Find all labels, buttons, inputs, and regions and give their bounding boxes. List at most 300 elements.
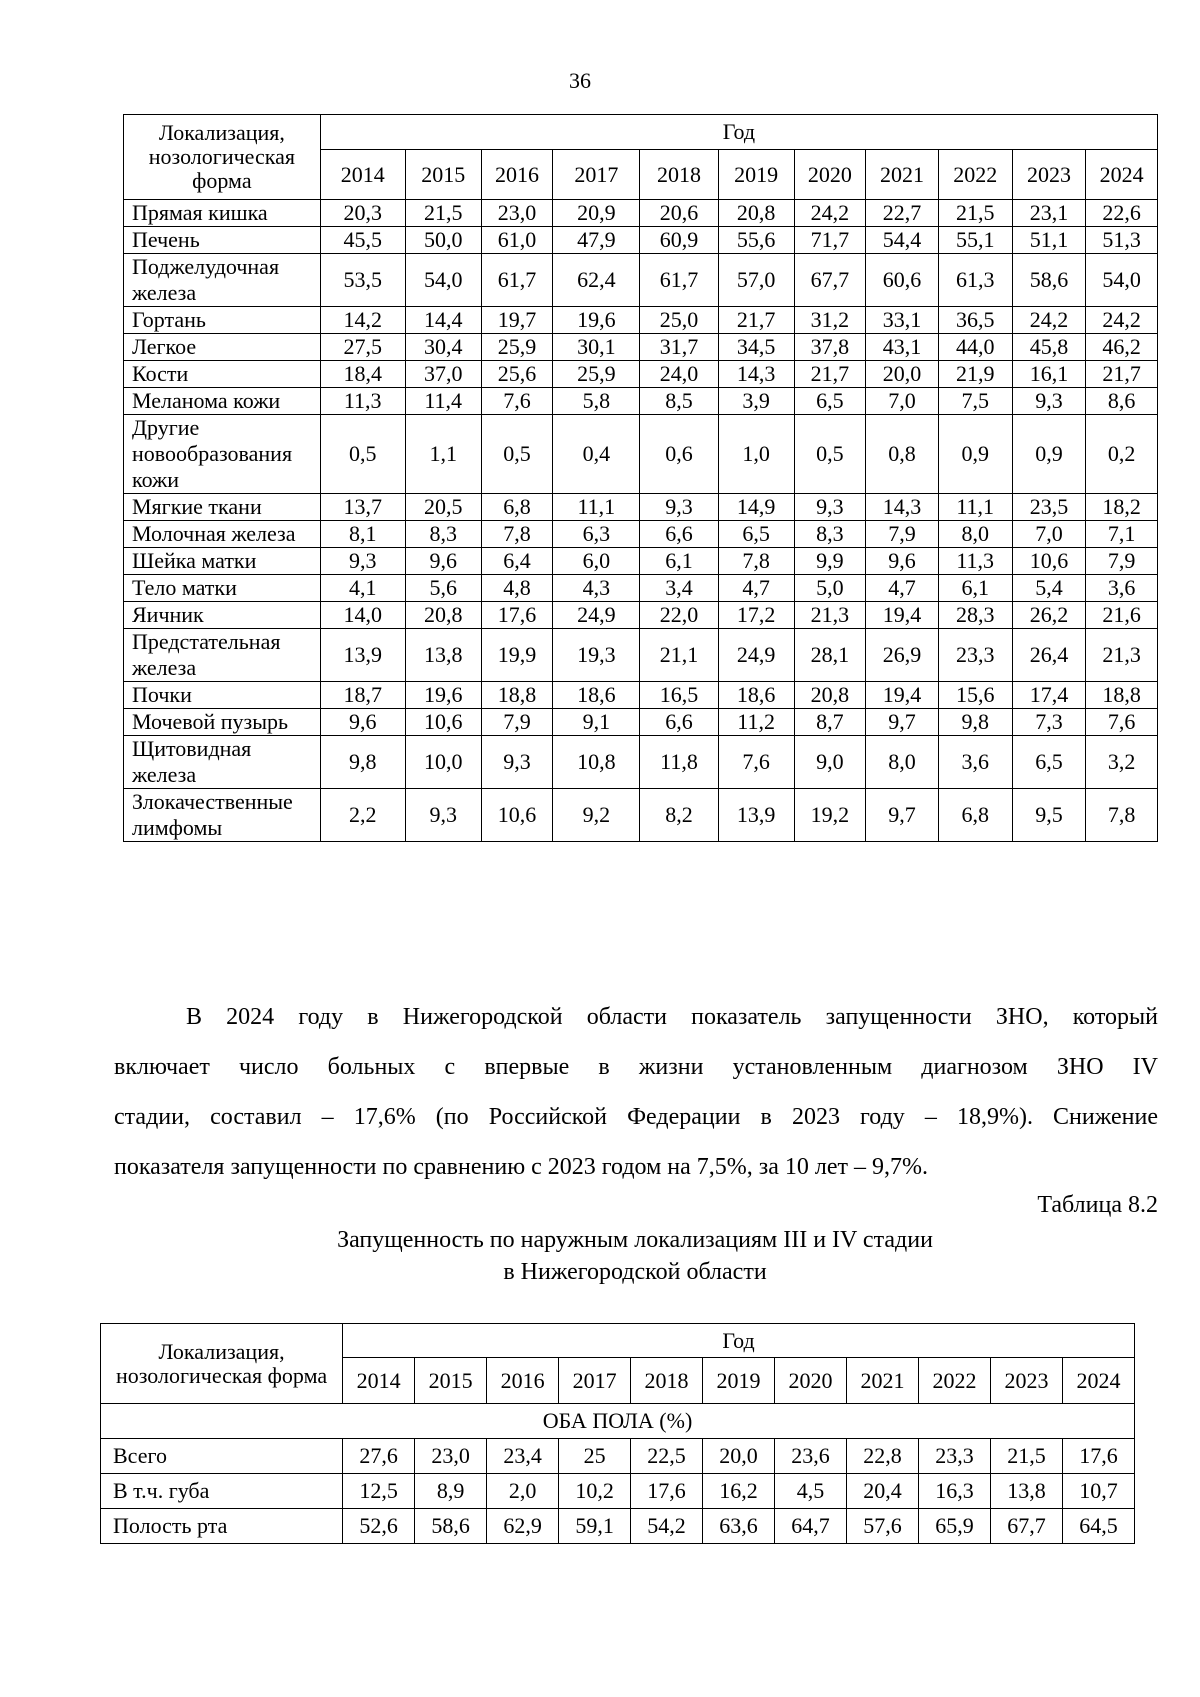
value-cell: 7,6	[481, 388, 553, 415]
row-label: Меланома кожи	[124, 388, 321, 415]
paragraph-line: стадии, составил – 17,6% (по Российской Федерации в 2023 году – 18,9%). Снижение	[114, 1104, 1158, 1130]
table-row	[124, 361, 1158, 388]
value-cell: 0,2	[1086, 415, 1158, 494]
table-title-line: в Нижегородской области	[503, 1259, 767, 1285]
value-cell: 18,2	[1086, 494, 1158, 521]
value-cell: 64,7	[775, 1509, 847, 1544]
table-title	[0, 1224, 1200, 1288]
value-cell: 6,8	[938, 789, 1012, 842]
value-cell: 23,5	[1012, 494, 1086, 521]
value-cell: 14,0	[320, 602, 405, 629]
value-cell: 55,6	[718, 227, 794, 254]
value-cell: 45,8	[1012, 334, 1086, 361]
value-cell: 28,3	[938, 602, 1012, 629]
value-cell: 8,9	[415, 1474, 487, 1509]
value-cell: 3,4	[640, 575, 718, 602]
year-header: 2014	[320, 150, 405, 200]
value-cell: 19,9	[481, 629, 553, 682]
header-localization: Локализация, нозологическая форма	[101, 1324, 343, 1404]
value-cell: 23,6	[775, 1439, 847, 1474]
value-cell: 7,8	[481, 521, 553, 548]
value-cell: 7,6	[1086, 709, 1158, 736]
page-number: 36	[569, 68, 591, 93]
value-cell: 9,6	[320, 709, 405, 736]
value-cell: 10,6	[405, 709, 481, 736]
value-cell: 9,8	[320, 736, 405, 789]
year-header: 2020	[775, 1358, 847, 1404]
value-cell: 7,6	[718, 736, 794, 789]
value-cell: 6,6	[640, 521, 718, 548]
value-cell: 61,7	[481, 254, 553, 307]
value-cell: 17,4	[1012, 682, 1086, 709]
value-cell: 2,0	[487, 1474, 559, 1509]
value-cell: 8,5	[640, 388, 718, 415]
paragraph-line: включает число больных с впервые в жизни установленным диагнозом ЗНО IV	[114, 1054, 1158, 1080]
row-label: В т.ч. губа	[101, 1474, 343, 1509]
value-cell: 22,5	[631, 1439, 703, 1474]
value-cell: 6,5	[1012, 736, 1086, 789]
value-cell: 4,8	[481, 575, 553, 602]
value-cell: 0,8	[866, 415, 939, 494]
table-row	[124, 789, 1158, 842]
value-cell: 23,1	[1012, 200, 1086, 227]
table-row	[124, 602, 1158, 629]
value-cell: 0,6	[640, 415, 718, 494]
value-cell: 5,6	[405, 575, 481, 602]
value-cell: 62,9	[487, 1509, 559, 1544]
value-cell: 62,4	[553, 254, 640, 307]
value-cell: 6,4	[481, 548, 553, 575]
value-cell: 16,2	[703, 1474, 775, 1509]
value-cell: 7,9	[481, 709, 553, 736]
value-cell: 4,5	[775, 1474, 847, 1509]
value-cell: 11,1	[553, 494, 640, 521]
value-cell: 11,3	[320, 388, 405, 415]
row-label: Злокачественные лимфомы	[124, 789, 321, 842]
value-cell: 25	[559, 1439, 631, 1474]
value-cell: 8,0	[866, 736, 939, 789]
value-cell: 7,3	[1012, 709, 1086, 736]
value-cell: 51,1	[1012, 227, 1086, 254]
table-row	[124, 388, 1158, 415]
year-header: 2015	[415, 1358, 487, 1404]
value-cell: 25,9	[481, 334, 553, 361]
body-paragraph	[114, 992, 1158, 1192]
value-cell: 11,8	[640, 736, 718, 789]
value-cell: 14,3	[866, 494, 939, 521]
value-cell: 7,5	[938, 388, 1012, 415]
value-cell: 6,3	[553, 521, 640, 548]
value-cell: 24,9	[718, 629, 794, 682]
year-header: 2017	[559, 1358, 631, 1404]
value-cell: 19,4	[866, 602, 939, 629]
value-cell: 24,0	[640, 361, 718, 388]
year-header: 2022	[938, 150, 1012, 200]
value-cell: 23,3	[938, 629, 1012, 682]
table-row	[124, 629, 1158, 682]
value-cell: 10,6	[1012, 548, 1086, 575]
row-label: Щитовидная железа	[124, 736, 321, 789]
value-cell: 27,6	[343, 1439, 415, 1474]
value-cell: 16,5	[640, 682, 718, 709]
value-cell: 8,6	[1086, 388, 1158, 415]
value-cell: 6,1	[640, 548, 718, 575]
value-cell: 1,0	[718, 415, 794, 494]
value-cell: 18,4	[320, 361, 405, 388]
table-row	[124, 575, 1158, 602]
value-cell: 54,4	[866, 227, 939, 254]
value-cell: 58,6	[1012, 254, 1086, 307]
value-cell: 3,6	[938, 736, 1012, 789]
value-cell: 25,0	[640, 307, 718, 334]
value-cell: 24,2	[794, 200, 866, 227]
value-cell: 71,7	[794, 227, 866, 254]
value-cell: 4,7	[866, 575, 939, 602]
value-cell: 21,3	[1086, 629, 1158, 682]
value-cell: 58,6	[415, 1509, 487, 1544]
value-cell: 20,8	[794, 682, 866, 709]
value-cell: 3,9	[718, 388, 794, 415]
row-label: Мягкие ткани	[124, 494, 321, 521]
value-cell: 65,9	[919, 1509, 991, 1544]
value-cell: 4,3	[553, 575, 640, 602]
value-cell: 22,8	[847, 1439, 919, 1474]
table-row	[101, 1439, 1135, 1474]
value-cell: 19,7	[481, 307, 553, 334]
value-cell: 30,1	[553, 334, 640, 361]
row-label: Гортань	[124, 307, 321, 334]
value-cell: 14,3	[718, 361, 794, 388]
table-row	[124, 334, 1158, 361]
value-cell: 11,4	[405, 388, 481, 415]
year-header: 2016	[487, 1358, 559, 1404]
value-cell: 7,8	[718, 548, 794, 575]
row-label: Легкое	[124, 334, 321, 361]
value-cell: 36,5	[938, 307, 1012, 334]
value-cell: 26,4	[1012, 629, 1086, 682]
value-cell: 4,1	[320, 575, 405, 602]
value-cell: 21,6	[1086, 602, 1158, 629]
value-cell: 31,7	[640, 334, 718, 361]
year-header: 2014	[343, 1358, 415, 1404]
value-cell: 21,1	[640, 629, 718, 682]
value-cell: 9,8	[938, 709, 1012, 736]
value-cell: 54,0	[1086, 254, 1158, 307]
year-header: 2018	[640, 150, 718, 200]
table-title-line: Запущенность по наружным локализациям III и IV стадии	[337, 1227, 933, 1253]
value-cell: 5,8	[553, 388, 640, 415]
value-cell: 18,6	[718, 682, 794, 709]
value-cell: 9,3	[794, 494, 866, 521]
value-cell: 0,4	[553, 415, 640, 494]
value-cell: 37,8	[794, 334, 866, 361]
value-cell: 24,9	[553, 602, 640, 629]
value-cell: 9,9	[794, 548, 866, 575]
year-header: 2019	[703, 1358, 775, 1404]
value-cell: 6,6	[640, 709, 718, 736]
value-cell: 14,2	[320, 307, 405, 334]
value-cell: 14,9	[718, 494, 794, 521]
value-cell: 17,6	[1062, 1439, 1134, 1474]
value-cell: 21,7	[794, 361, 866, 388]
value-cell: 23,3	[919, 1439, 991, 1474]
value-cell: 60,6	[866, 254, 939, 307]
value-cell: 10,6	[481, 789, 553, 842]
value-cell: 11,1	[938, 494, 1012, 521]
value-cell: 47,9	[553, 227, 640, 254]
value-cell: 9,1	[553, 709, 640, 736]
value-cell: 19,2	[794, 789, 866, 842]
row-label: Прямая кишка	[124, 200, 321, 227]
value-cell: 21,5	[990, 1439, 1062, 1474]
value-cell: 9,5	[1012, 789, 1086, 842]
value-cell: 20,8	[405, 602, 481, 629]
row-label: Мочевой пузырь	[124, 709, 321, 736]
year-header: 2020	[794, 150, 866, 200]
value-cell: 54,2	[631, 1509, 703, 1544]
value-cell: 33,1	[866, 307, 939, 334]
value-cell: 20,0	[866, 361, 939, 388]
header-localization: Локализация, нозологическая форма	[124, 115, 321, 200]
row-label: Всего	[101, 1439, 343, 1474]
value-cell: 7,1	[1086, 521, 1158, 548]
value-cell: 37,0	[405, 361, 481, 388]
value-cell: 0,9	[1012, 415, 1086, 494]
value-cell: 28,1	[794, 629, 866, 682]
value-cell: 9,6	[405, 548, 481, 575]
value-cell: 23,4	[487, 1439, 559, 1474]
value-cell: 19,6	[553, 307, 640, 334]
row-label: Кости	[124, 361, 321, 388]
table-row	[124, 254, 1158, 307]
value-cell: 2,2	[320, 789, 405, 842]
value-cell: 57,0	[718, 254, 794, 307]
value-cell: 46,2	[1086, 334, 1158, 361]
value-cell: 0,5	[481, 415, 553, 494]
value-cell: 9,0	[794, 736, 866, 789]
table-row	[124, 307, 1158, 334]
value-cell: 60,9	[640, 227, 718, 254]
row-label: Поджелудочная железа	[124, 254, 321, 307]
value-cell: 7,0	[1012, 521, 1086, 548]
value-cell: 10,8	[553, 736, 640, 789]
value-cell: 6,8	[481, 494, 553, 521]
table-row	[124, 521, 1158, 548]
value-cell: 61,3	[938, 254, 1012, 307]
value-cell: 8,1	[320, 521, 405, 548]
value-cell: 5,4	[1012, 575, 1086, 602]
value-cell: 59,1	[559, 1509, 631, 1544]
row-label: Печень	[124, 227, 321, 254]
value-cell: 0,5	[320, 415, 405, 494]
advanced-stage-table	[100, 1323, 1135, 1544]
value-cell: 18,7	[320, 682, 405, 709]
value-cell: 13,9	[718, 789, 794, 842]
value-cell: 20,5	[405, 494, 481, 521]
table-row	[124, 548, 1158, 575]
value-cell: 1,1	[405, 415, 481, 494]
value-cell: 9,3	[481, 736, 553, 789]
header-year: Год	[320, 115, 1157, 150]
value-cell: 6,0	[553, 548, 640, 575]
row-label: Молочная железа	[124, 521, 321, 548]
section-header: ОБА ПОЛА (%)	[101, 1404, 1135, 1439]
year-header: 2024	[1086, 150, 1158, 200]
value-cell: 7,8	[1086, 789, 1158, 842]
value-cell: 8,3	[794, 521, 866, 548]
value-cell: 31,2	[794, 307, 866, 334]
value-cell: 64,5	[1062, 1509, 1134, 1544]
value-cell: 21,5	[938, 200, 1012, 227]
value-cell: 34,5	[718, 334, 794, 361]
row-label: Другие новообразования кожи	[124, 415, 321, 494]
value-cell: 13,8	[990, 1474, 1062, 1509]
year-header: 2017	[553, 150, 640, 200]
year-header: 2024	[1062, 1358, 1134, 1404]
year-header: 2023	[1012, 150, 1086, 200]
value-cell: 17,2	[718, 602, 794, 629]
paragraph-line: показателя запущенности по сравнению с 2023 годом на 7,5%, за 10 лет – 9,7%.	[114, 1154, 928, 1180]
value-cell: 16,1	[1012, 361, 1086, 388]
value-cell: 9,6	[866, 548, 939, 575]
table-row	[124, 227, 1158, 254]
value-cell: 23,0	[481, 200, 553, 227]
value-cell: 11,3	[938, 548, 1012, 575]
value-cell: 20,4	[847, 1474, 919, 1509]
year-header: 2018	[631, 1358, 703, 1404]
year-header: 2023	[990, 1358, 1062, 1404]
value-cell: 4,7	[718, 575, 794, 602]
table-label: Таблица 8.2	[1037, 1192, 1158, 1218]
value-cell: 54,0	[405, 254, 481, 307]
value-cell: 30,4	[405, 334, 481, 361]
value-cell: 20,9	[553, 200, 640, 227]
value-cell: 13,7	[320, 494, 405, 521]
value-cell: 26,2	[1012, 602, 1086, 629]
value-cell: 13,9	[320, 629, 405, 682]
value-cell: 23,0	[415, 1439, 487, 1474]
value-cell: 5,0	[794, 575, 866, 602]
value-cell: 50,0	[405, 227, 481, 254]
value-cell: 52,6	[343, 1509, 415, 1544]
value-cell: 20,8	[718, 200, 794, 227]
value-cell: 57,6	[847, 1509, 919, 1544]
value-cell: 20,0	[703, 1439, 775, 1474]
value-cell: 45,5	[320, 227, 405, 254]
value-cell: 14,4	[405, 307, 481, 334]
year-header: 2015	[405, 150, 481, 200]
value-cell: 21,7	[718, 307, 794, 334]
value-cell: 19,4	[866, 682, 939, 709]
value-cell: 24,2	[1086, 307, 1158, 334]
value-cell: 22,6	[1086, 200, 1158, 227]
row-label: Тело матки	[124, 575, 321, 602]
value-cell: 3,6	[1086, 575, 1158, 602]
table-row	[101, 1474, 1135, 1509]
value-cell: 67,7	[990, 1509, 1062, 1544]
table-row	[101, 1509, 1135, 1544]
value-cell: 26,9	[866, 629, 939, 682]
value-cell: 7,9	[1086, 548, 1158, 575]
value-cell: 17,6	[481, 602, 553, 629]
value-cell: 61,0	[481, 227, 553, 254]
value-cell: 9,3	[405, 789, 481, 842]
value-cell: 6,5	[718, 521, 794, 548]
header-year: Год	[343, 1324, 1135, 1358]
value-cell: 9,3	[1012, 388, 1086, 415]
value-cell: 22,7	[866, 200, 939, 227]
value-cell: 19,6	[405, 682, 481, 709]
value-cell: 9,3	[320, 548, 405, 575]
value-cell: 25,6	[481, 361, 553, 388]
value-cell: 18,8	[1086, 682, 1158, 709]
value-cell: 7,0	[866, 388, 939, 415]
value-cell: 7,9	[866, 521, 939, 548]
value-cell: 61,7	[640, 254, 718, 307]
paragraph-line: В 2024 году в Нижегородской области показатель запущенности ЗНО, который	[186, 1004, 1158, 1030]
value-cell: 18,6	[553, 682, 640, 709]
value-cell: 8,2	[640, 789, 718, 842]
table-row	[124, 709, 1158, 736]
incidence-table	[123, 114, 1158, 842]
value-cell: 8,3	[405, 521, 481, 548]
value-cell: 51,3	[1086, 227, 1158, 254]
value-cell: 19,3	[553, 629, 640, 682]
value-cell: 11,2	[718, 709, 794, 736]
value-cell: 24,2	[1012, 307, 1086, 334]
value-cell: 20,6	[640, 200, 718, 227]
row-label: Яичник	[124, 602, 321, 629]
value-cell: 21,5	[405, 200, 481, 227]
row-label: Предстательная железа	[124, 629, 321, 682]
value-cell: 43,1	[866, 334, 939, 361]
row-label: Полость рта	[101, 1509, 343, 1544]
value-cell: 22,0	[640, 602, 718, 629]
value-cell: 0,9	[938, 415, 1012, 494]
value-cell: 55,1	[938, 227, 1012, 254]
value-cell: 3,2	[1086, 736, 1158, 789]
value-cell: 8,0	[938, 521, 1012, 548]
value-cell: 13,8	[405, 629, 481, 682]
year-header: 2021	[847, 1358, 919, 1404]
value-cell: 21,9	[938, 361, 1012, 388]
table-row	[124, 415, 1158, 494]
value-cell: 6,5	[794, 388, 866, 415]
value-cell: 17,6	[631, 1474, 703, 1509]
value-cell: 12,5	[343, 1474, 415, 1509]
value-cell: 25,9	[553, 361, 640, 388]
value-cell: 21,7	[1086, 361, 1158, 388]
year-header: 2019	[718, 150, 794, 200]
value-cell: 9,2	[553, 789, 640, 842]
value-cell: 6,1	[938, 575, 1012, 602]
value-cell: 10,0	[405, 736, 481, 789]
value-cell: 53,5	[320, 254, 405, 307]
table-row	[124, 736, 1158, 789]
value-cell: 20,3	[320, 200, 405, 227]
value-cell: 67,7	[794, 254, 866, 307]
value-cell: 63,6	[703, 1509, 775, 1544]
value-cell: 10,7	[1062, 1474, 1134, 1509]
value-cell: 44,0	[938, 334, 1012, 361]
year-header: 2022	[919, 1358, 991, 1404]
value-cell: 15,6	[938, 682, 1012, 709]
value-cell: 9,3	[640, 494, 718, 521]
value-cell: 16,3	[919, 1474, 991, 1509]
year-header: 2016	[481, 150, 553, 200]
table-row	[124, 200, 1158, 227]
row-label: Шейка матки	[124, 548, 321, 575]
